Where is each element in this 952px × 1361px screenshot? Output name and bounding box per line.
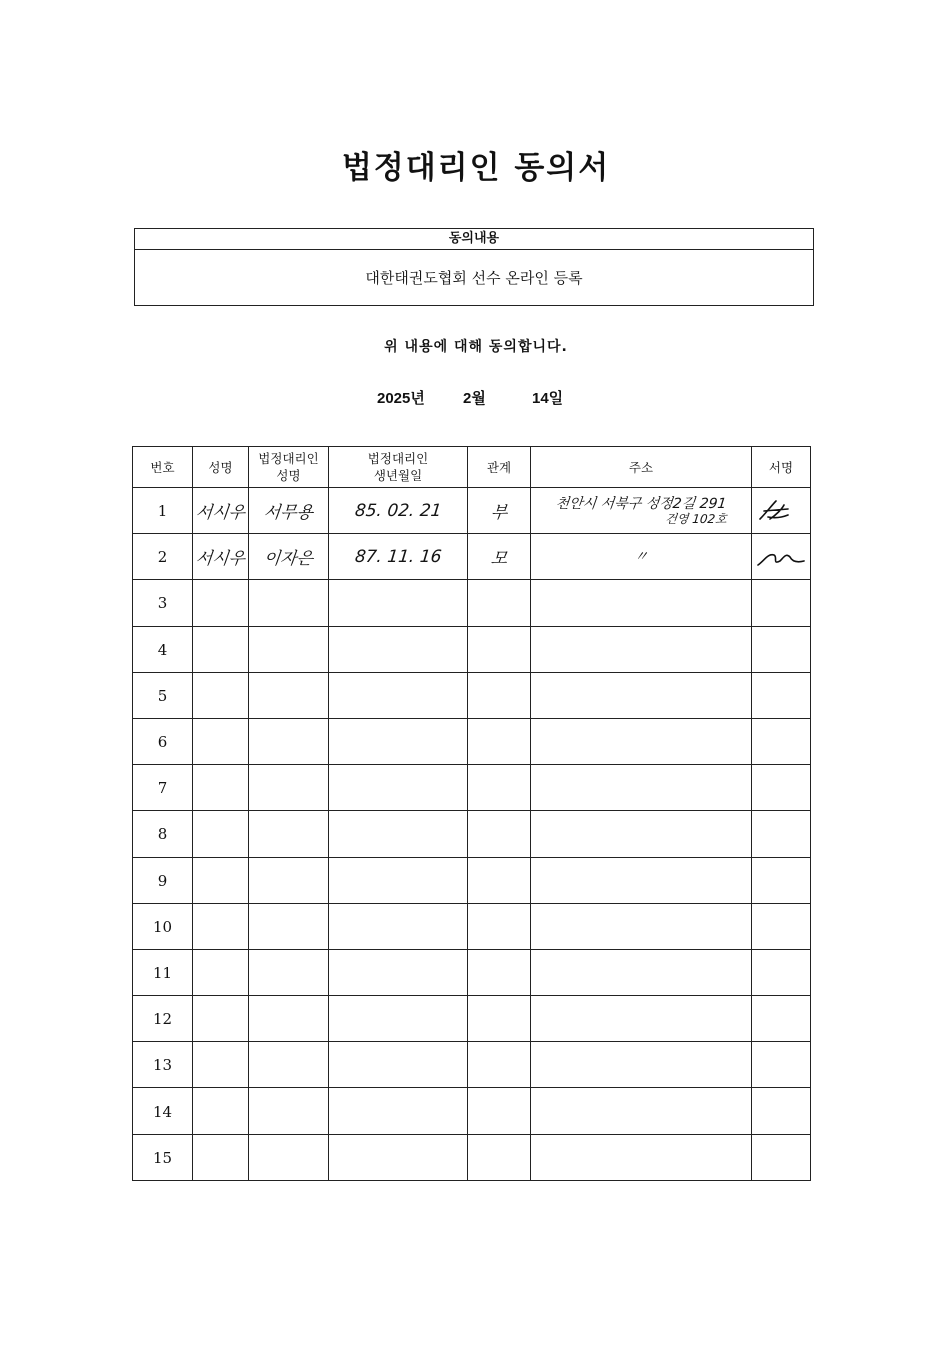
guardian-birth-cell (329, 718, 468, 764)
signature-cell (752, 488, 811, 534)
table-row (133, 672, 811, 718)
guardian-name-cell-text: 서무용 (262, 503, 314, 524)
consent-box (134, 228, 814, 306)
signature-cell (752, 626, 811, 672)
name-cell (193, 903, 249, 949)
number-cell-text: 1 (157, 502, 168, 521)
agreement-text: 위 내용에 대해 동의합니다. (384, 339, 568, 355)
address-cell (531, 765, 752, 811)
number-cell-text: 2 (157, 548, 168, 567)
signature-cell (752, 580, 811, 626)
signature-cell (752, 1042, 811, 1088)
name-cell (193, 672, 249, 718)
guardian-birth-cell (329, 903, 468, 949)
guardian-birth-cell-text: 85. 02. 21 (353, 500, 443, 521)
guardian-birth-cell (329, 672, 468, 718)
number-cell-text: 8 (157, 825, 168, 844)
table-row (133, 811, 811, 857)
address-cell (531, 996, 752, 1042)
table-row (133, 903, 811, 949)
name-cell (193, 1134, 249, 1180)
relation-cell (468, 580, 531, 626)
table-row (133, 1134, 811, 1180)
name-cell (193, 1088, 249, 1134)
relation-cell (468, 811, 531, 857)
signature-cell (752, 996, 811, 1042)
number-cell (133, 811, 193, 857)
header-address: 주소 (531, 447, 752, 488)
name-cell (193, 534, 249, 580)
number-cell (133, 857, 193, 903)
signature-cell (752, 534, 811, 580)
guardian-birth-cell (329, 811, 468, 857)
address-cell (531, 949, 752, 995)
signature-cell (752, 1134, 811, 1180)
relation-cell (468, 857, 531, 903)
guardian-birth-cell (329, 1042, 468, 1088)
table-row (133, 1042, 811, 1088)
relation-cell-text: 모 (489, 549, 509, 570)
name-cell (193, 580, 249, 626)
page-title: 법정대리인 동의서 (341, 150, 611, 186)
guardian-name-cell (249, 1134, 329, 1180)
address-cell (531, 672, 752, 718)
guardian-birth-cell (329, 580, 468, 626)
number-cell-text: 9 (157, 871, 168, 890)
relation-cell (468, 672, 531, 718)
number-cell (133, 672, 193, 718)
consent-header: 동의내용 (135, 229, 813, 250)
signature-cell (752, 1088, 811, 1134)
signature-cell (752, 672, 811, 718)
signature-cell (752, 718, 811, 764)
number-cell-text: 5 (157, 686, 168, 705)
number-cell-text: 4 (157, 640, 168, 659)
guardian-birth-cell-text: 87. 11. 16 (353, 546, 443, 567)
name-cell (193, 1042, 249, 1088)
address-cell (531, 1042, 752, 1088)
name-cell (193, 488, 249, 534)
table-row (133, 857, 811, 903)
number-cell (133, 488, 193, 534)
relation-cell (468, 949, 531, 995)
relation-cell (468, 903, 531, 949)
guardian-name-cell (249, 626, 329, 672)
header-name: 성명 (193, 447, 249, 488)
name-cell (193, 857, 249, 903)
table-row (133, 488, 811, 534)
number-cell-text: 14 (152, 1102, 173, 1121)
guardian-birth-cell (329, 1088, 468, 1134)
guardian-name-cell (249, 1042, 329, 1088)
guardian-name-cell (249, 1088, 329, 1134)
date-day: 14일 (532, 390, 564, 407)
number-cell-text: 6 (157, 733, 168, 752)
address-cell (531, 1088, 752, 1134)
signature-cell (752, 903, 811, 949)
table-row (133, 580, 811, 626)
guardian-birth-cell (329, 1134, 468, 1180)
guardian-name-cell (249, 996, 329, 1042)
address-cell (531, 857, 752, 903)
name-cell (193, 626, 249, 672)
guardian-birth-cell (329, 626, 468, 672)
guardian-name-cell (249, 672, 329, 718)
address-line1: 〃 (633, 548, 649, 565)
address-cell (531, 626, 752, 672)
table-row (133, 949, 811, 995)
address-cell (531, 580, 752, 626)
table-row (133, 1088, 811, 1134)
relation-cell (468, 765, 531, 811)
guardian-birth-cell (329, 488, 468, 534)
address-cell (531, 488, 752, 534)
signature-cell (752, 811, 811, 857)
number-cell (133, 534, 193, 580)
header-guardian-name: 법정대리인 성명 (249, 447, 329, 488)
number-cell-text: 7 (157, 779, 168, 798)
relation-cell (468, 488, 531, 534)
table-row (133, 765, 811, 811)
number-cell (133, 996, 193, 1042)
name-cell (193, 949, 249, 995)
relation-cell (468, 1088, 531, 1134)
name-cell (193, 718, 249, 764)
address-line2: 건영 102호 (664, 511, 728, 526)
table-row (133, 996, 811, 1042)
relation-cell (468, 1042, 531, 1088)
name-cell (193, 811, 249, 857)
name-cell-text: 서시우 (194, 549, 246, 570)
number-cell (133, 1088, 193, 1134)
address-line1: 천안시 서북구 성정2길 291 (554, 495, 728, 512)
guardian-name-cell (249, 718, 329, 764)
address-cell (531, 811, 752, 857)
date-month: 2월 (463, 390, 486, 407)
signature-icon (754, 497, 808, 525)
guardian-name-cell (249, 534, 329, 580)
guardian-birth-cell (329, 996, 468, 1042)
guardian-birth-cell (329, 765, 468, 811)
guardian-birth-cell (329, 534, 468, 580)
number-cell (133, 580, 193, 626)
name-cell (193, 765, 249, 811)
table-row (133, 534, 811, 580)
guardian-name-cell (249, 903, 329, 949)
table-header-row (133, 447, 811, 488)
number-cell-text: 15 (152, 1148, 173, 1167)
signature-cell (752, 949, 811, 995)
number-cell-text: 11 (152, 963, 173, 982)
number-cell (133, 1042, 193, 1088)
relation-cell (468, 626, 531, 672)
signature-icon (754, 543, 808, 571)
guardian-name-cell (249, 949, 329, 995)
signature-cell (752, 857, 811, 903)
date-year: 2025년 (377, 390, 425, 407)
number-cell-text: 13 (152, 1056, 173, 1075)
guardian-birth-cell (329, 857, 468, 903)
relation-cell-text: 부 (489, 503, 509, 524)
number-cell (133, 949, 193, 995)
guardian-name-cell (249, 857, 329, 903)
header-number: 번호 (133, 447, 193, 488)
registration-table (132, 446, 811, 1181)
number-cell-text: 12 (152, 1010, 173, 1029)
relation-cell (468, 534, 531, 580)
number-cell (133, 718, 193, 764)
table-row (133, 626, 811, 672)
signature-cell (752, 765, 811, 811)
number-cell (133, 765, 193, 811)
relation-cell (468, 1134, 531, 1180)
consent-content: 대한태권도협회 선수 온라인 등록 (365, 269, 583, 287)
name-cell (193, 996, 249, 1042)
guardian-birth-cell (329, 949, 468, 995)
header-relation: 관계 (468, 447, 531, 488)
relation-cell (468, 718, 531, 764)
address-cell (531, 903, 752, 949)
relation-cell (468, 996, 531, 1042)
number-cell-text: 10 (152, 917, 173, 936)
number-cell-text: 3 (157, 594, 168, 613)
address-cell (531, 718, 752, 764)
number-cell (133, 903, 193, 949)
guardian-name-cell (249, 580, 329, 626)
guardian-name-cell (249, 488, 329, 534)
address-cell (531, 1134, 752, 1180)
address-cell (531, 534, 752, 580)
number-cell (133, 626, 193, 672)
guardian-name-cell-text: 이자은 (262, 549, 314, 570)
header-guardian-birth: 법정대리인 생년월일 (329, 447, 468, 488)
guardian-name-cell (249, 765, 329, 811)
number-cell (133, 1134, 193, 1180)
guardian-name-cell (249, 811, 329, 857)
name-cell-text: 서시우 (194, 503, 246, 524)
table-row (133, 718, 811, 764)
header-signature: 서명 (752, 447, 811, 488)
